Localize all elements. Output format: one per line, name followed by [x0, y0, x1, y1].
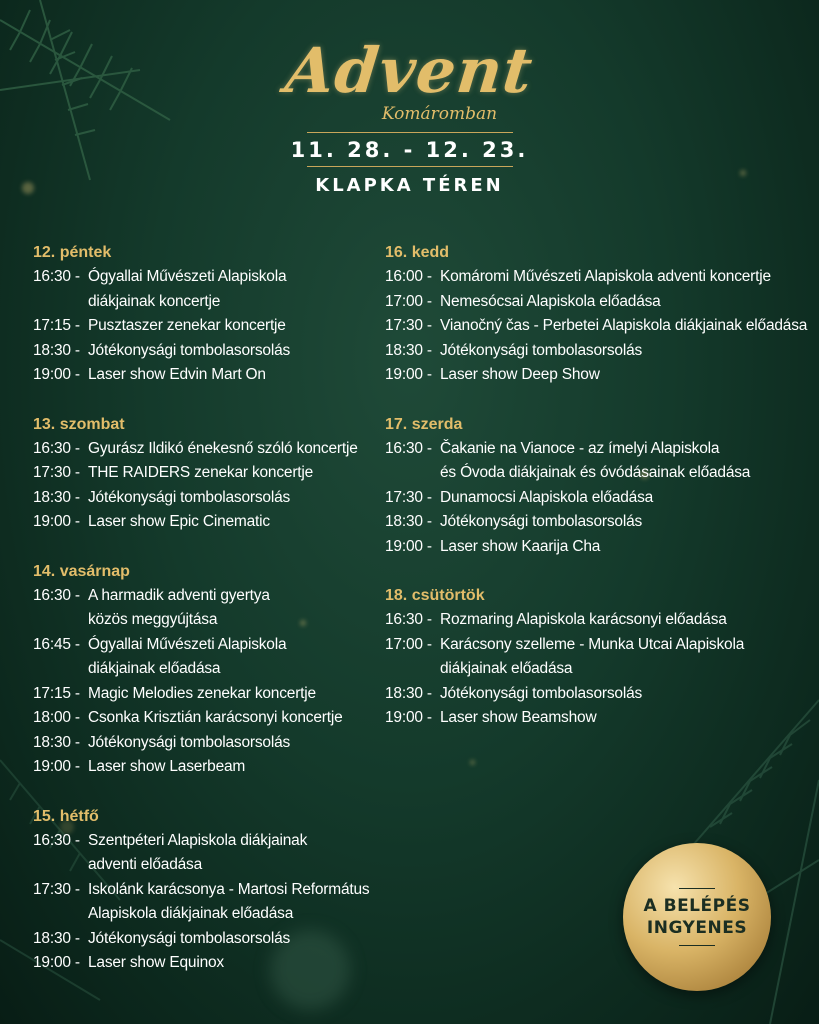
event-row	[33, 829, 378, 878]
event-time: 16:30 -	[33, 586, 80, 604]
event-time: 18:30 -	[33, 929, 80, 947]
event-name: Jótékonysági tombolasorsolás	[88, 488, 291, 506]
event-time: 18:30 -	[385, 513, 432, 530]
event-row	[33, 265, 378, 314]
day-section	[33, 240, 378, 388]
day-section	[33, 559, 378, 780]
date-range: 11. 28. - 12. 23.	[290, 138, 529, 162]
day-section	[385, 583, 815, 731]
event-time: 18:30 -	[33, 733, 80, 751]
free-entry-badge	[623, 843, 771, 991]
event-row	[385, 486, 815, 511]
event-name: Laser show Epic Cinematic	[88, 513, 270, 530]
bokeh-light	[470, 760, 475, 765]
event-name: Komáromi Művészeti Alapiskola adventi koncertje	[440, 268, 771, 285]
title: Advent	[282, 34, 537, 107]
event-row	[385, 437, 815, 486]
event-row	[385, 339, 815, 364]
day-section	[385, 412, 815, 560]
day-title: 12. péntek	[33, 244, 112, 261]
event-time: 18:30 -	[385, 684, 432, 702]
day-title: 17. szerda	[385, 415, 463, 433]
event-name: Csonka Krisztián karácsonyi koncertje	[88, 709, 343, 726]
event-row	[385, 682, 815, 707]
event-row	[33, 878, 378, 927]
event-time: 19:00 -	[33, 758, 80, 775]
event-name: Jótékonysági tombolasorsolás	[440, 684, 643, 702]
event-name: Szentpéteri Alapiskola diákjainak adventi előadása	[88, 831, 308, 873]
event-row	[385, 633, 815, 682]
event-row	[33, 731, 378, 756]
event-name: THE RAIDERS zenekar koncertje	[88, 464, 314, 481]
event-time: 16:45 -	[33, 635, 80, 653]
venue: KLAPKA TÉREN	[315, 175, 504, 196]
event-name: A harmadik adventi gyertya közös meggyújtása	[88, 586, 270, 628]
day-section	[33, 412, 378, 535]
event-name: Iskolánk karácsonya - Martosi Református Alapiskola diákjainak előadása	[88, 880, 370, 922]
event-name: Jótékonysági tombolasorsolás	[88, 341, 291, 359]
event-name: Čakanie na Vianoce - az ímelyi Alapiskola és Óvoda diákjainak és óvódásainak előadása	[440, 439, 751, 481]
event-time: 17:15 -	[33, 684, 80, 702]
event-name: Magic Melodies zenekar koncertje	[88, 684, 316, 702]
day-section	[33, 804, 378, 976]
event-name: Laser show Equinox	[88, 954, 224, 971]
event-time: 16:30 -	[33, 439, 80, 457]
event-name: Laser show Kaarija Cha	[440, 537, 601, 555]
divider	[307, 166, 513, 167]
event-time: 19:00 -	[33, 366, 80, 383]
header	[0, 34, 819, 196]
event-name: Dunamocsi Alapiskola előadása	[440, 488, 654, 506]
event-time: 18:30 -	[33, 341, 80, 359]
event-name: Jótékonysági tombolasorsolás	[440, 341, 643, 359]
event-time: 19:00 -	[33, 954, 80, 971]
event-name: Laser show Laserbeam	[88, 758, 246, 775]
event-name: Pusztaszer zenekar koncertje	[88, 317, 286, 334]
event-row	[33, 927, 378, 952]
event-row	[33, 584, 378, 633]
day-title: 14. vasárnap	[33, 562, 130, 580]
event-name: Ógyallai Művészeti Alapiskola diákjainak koncertje	[88, 268, 287, 310]
event-row	[33, 486, 378, 511]
event-name: Ógyallai Művészeti Alapiskola diákjainak előadása	[88, 635, 287, 677]
event-row	[385, 314, 815, 339]
day-title: 16. kedd	[385, 244, 450, 261]
event-row	[385, 290, 815, 315]
divider	[307, 132, 513, 133]
day-title: 18. csütörtök	[385, 587, 485, 604]
event-time: 17:00 -	[385, 635, 432, 653]
event-row	[33, 437, 378, 462]
event-time: 16:30 -	[33, 831, 80, 849]
event-row	[33, 510, 378, 535]
day-title: 13. szombat	[33, 415, 125, 433]
event-time: 17:30 -	[385, 317, 432, 334]
event-row	[385, 535, 815, 560]
event-name: Karácsony szelleme - Munka Utcai Alapiskola diákjainak előadása	[440, 635, 745, 677]
event-row	[385, 608, 815, 633]
event-row	[33, 755, 378, 780]
event-row	[33, 951, 378, 976]
event-time: 18:00 -	[33, 709, 80, 726]
event-name: Laser show Beamshow	[440, 709, 597, 726]
event-time: 19:00 -	[385, 709, 432, 726]
event-time: 17:30 -	[33, 880, 80, 898]
event-time: 18:30 -	[385, 341, 432, 359]
badge-line-1: A BELÉPÉS	[643, 896, 751, 916]
event-name: Laser show Deep Show	[440, 366, 600, 383]
event-row	[33, 339, 378, 364]
event-time: 17:30 -	[385, 488, 432, 506]
subtitle: Komáromban	[381, 104, 498, 124]
event-row	[385, 706, 815, 731]
schedule-left-column	[33, 240, 378, 1000]
event-time: 19:00 -	[385, 537, 432, 555]
event-row	[385, 510, 815, 535]
event-name: Vianočný čas - Perbetei Alapiskola diákjainak előadása	[440, 317, 808, 334]
event-row	[385, 265, 815, 290]
event-name: Rozmaring Alapiskola karácsonyi előadása	[440, 611, 727, 628]
event-name: Jótékonysági tombolasorsolás	[88, 733, 291, 751]
event-time: 17:30 -	[33, 464, 80, 481]
event-name: Nemesócsai Alapiskola előadása	[440, 292, 661, 310]
event-name: Jótékonysági tombolasorsolás	[88, 929, 291, 947]
event-time: 16:30 -	[385, 439, 432, 457]
event-time: 17:15 -	[33, 317, 80, 334]
event-row	[33, 633, 378, 682]
badge-line-2: INGYENES	[646, 918, 748, 938]
event-row	[33, 314, 378, 339]
event-time: 16:00 -	[385, 268, 432, 285]
event-time: 16:30 -	[385, 611, 432, 628]
event-time: 16:30 -	[33, 268, 80, 285]
event-row	[33, 461, 378, 486]
event-name: Gyurász Ildikó énekesnő szóló koncertje	[88, 439, 358, 457]
event-row	[33, 363, 378, 388]
event-name: Jótékonysági tombolasorsolás	[440, 513, 643, 530]
schedule-right-column	[385, 240, 815, 755]
event-time: 17:00 -	[385, 292, 432, 310]
event-row	[33, 682, 378, 707]
event-time: 19:00 -	[385, 366, 432, 383]
day-section	[385, 240, 815, 388]
event-name: Laser show Edvin Mart On	[88, 366, 266, 383]
event-row	[33, 706, 378, 731]
event-time: 19:00 -	[33, 513, 80, 530]
event-row	[385, 363, 815, 388]
event-time: 18:30 -	[33, 488, 80, 506]
badge-rule	[679, 945, 715, 946]
badge-rule	[679, 888, 715, 889]
day-title: 15. hétfő	[33, 807, 99, 825]
